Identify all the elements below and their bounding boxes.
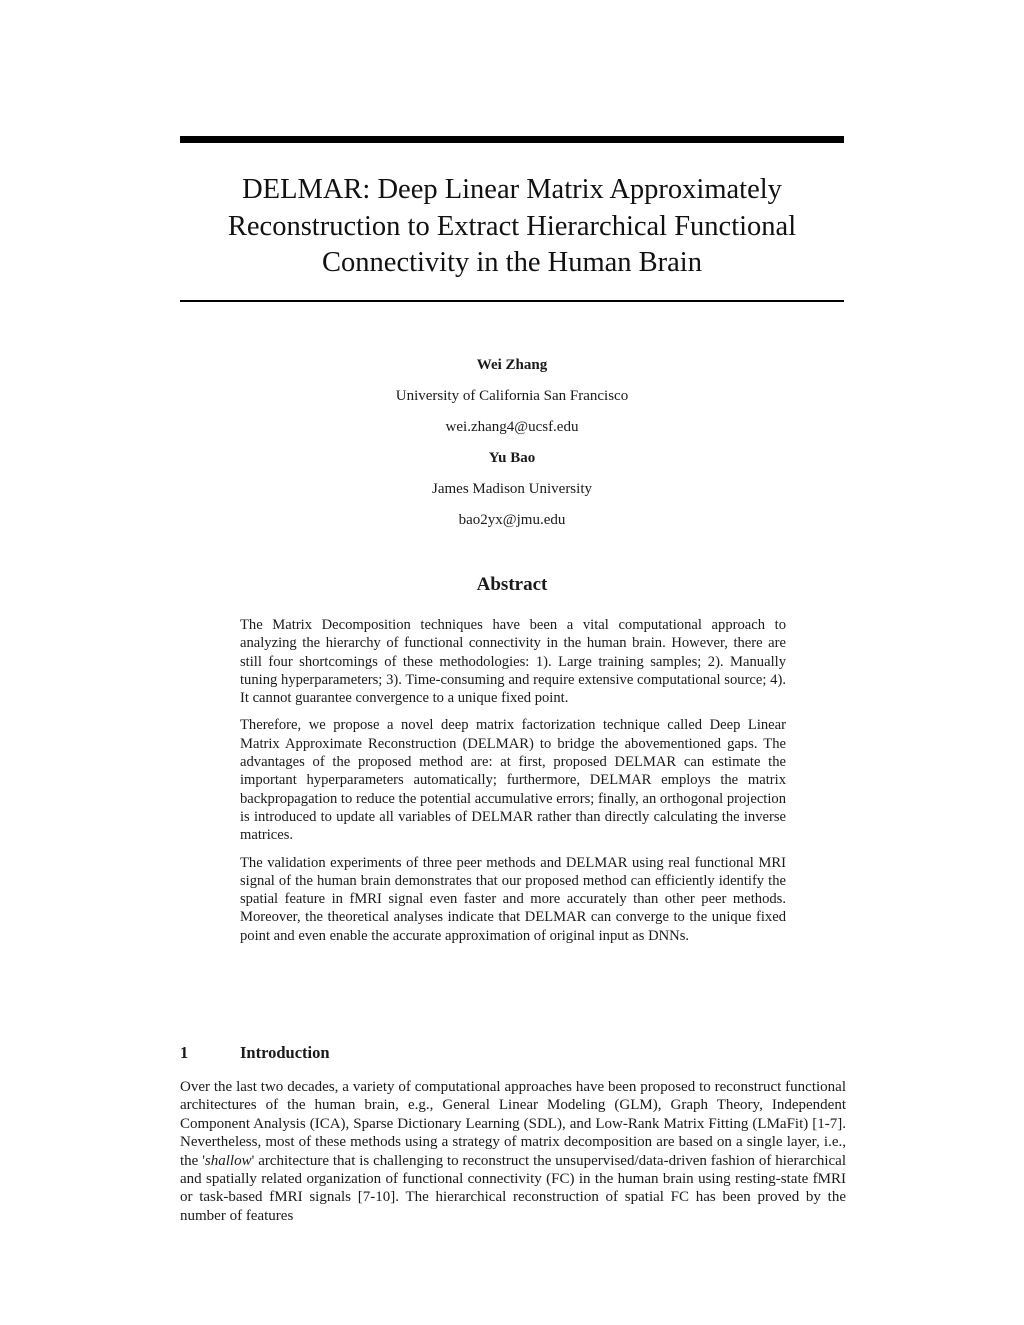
section-number: 1 (180, 1043, 189, 1062)
intro-text-part-1: Over the last two decades, a variety of computational approaches have been proposed to reconstruct functional architectures of the human brain, e.g., General Linear Modeling (GLM), Graph Theory, Independent Component Analysis (ICA), Sparse Dictionary Learning (SDL), and Low-Rank Matrix Fitting (LMaFit) [1-7]. Nevertheless, most of these methods using a strategy of matrix decomposition are based on a single layer, i.e., the ' (180, 1079, 846, 1169)
paper-title (180, 172, 844, 282)
introduction-paragraph (180, 1078, 846, 1225)
abstract-heading: Abstract (476, 574, 548, 595)
abstract-body (240, 616, 786, 954)
author-email: wei.zhang4@ucsf.edu (445, 419, 579, 435)
title-bottom-rule (180, 300, 844, 302)
intro-text-part-2: ' architecture that is challenging to reconstruct the unsupervised/data-driven fashion of hierarchical and spatially related organization of functional connectivity (FC) in the human brain using resting-state fMRI or task-based fMRI signals [7-10]. The hierarchical reconstruction of spatial FC has been proved by the number of features (180, 1152, 847, 1224)
top-rule (180, 136, 844, 143)
author-name: Wei Zhang (476, 357, 548, 373)
section-title: Introduction (240, 1043, 330, 1062)
abstract-paragraph: The validation experiments of three peer methods and DELMAR using real functional MRI signal of the human brain demonstrates that our proposed method can efficiently identify the spatial feature in fMRI signal even faster and more accurately than other peer methods. Moreover, the theoretical analyses indicate that DELMAR can converge to the unique fixed point and even enable the accurate approximation of original input as DNNs. (240, 854, 786, 944)
author-name: Yu Bao (488, 450, 536, 466)
author-affiliation: James Madison University (432, 481, 592, 497)
intro-italic-term: shallow (204, 1152, 252, 1169)
author-block (180, 350, 844, 536)
author-email: bao2yx@jmu.edu (458, 512, 566, 528)
title-line-1: DELMAR: Deep Linear Matrix Approximately (242, 174, 782, 205)
author-affiliation: University of California San Francisco (395, 388, 629, 404)
title-line-2: Reconstruction to Extract Hierarchical Functional (227, 210, 797, 242)
title-line-3: Connectivity in the Human Brain (322, 247, 702, 278)
abstract-paragraph: The Matrix Decomposition techniques have been a vital computational approach to analyzing the hierarchy of functional connectivity in the human brain. However, there are still four shortcomings of these methodologies: 1). Large training samples; 2). Manually tuning hyperparameters; 3). Time-consuming and require extensive computational source; 4). It cannot guarantee convergence to a unique fixed point. (240, 617, 786, 707)
abstract-paragraph: Therefore, we propose a novel deep matrix factorization technique called Deep Linear Matrix Approximate Reconstruction (DELMAR) to bridge the abovementioned gaps. The advantages of the proposed method are: at first, proposed DELMAR can estimate the important hyperparameters automatically; furthermore, DELMAR employs the matrix backpropagation to reduce the potential accumulative errors; finally, an orthogonal projection is introduced to update all variables of DELMAR rather than directly calculating the inverse matrices. (240, 717, 786, 844)
section-heading-introduction (180, 1043, 844, 1063)
